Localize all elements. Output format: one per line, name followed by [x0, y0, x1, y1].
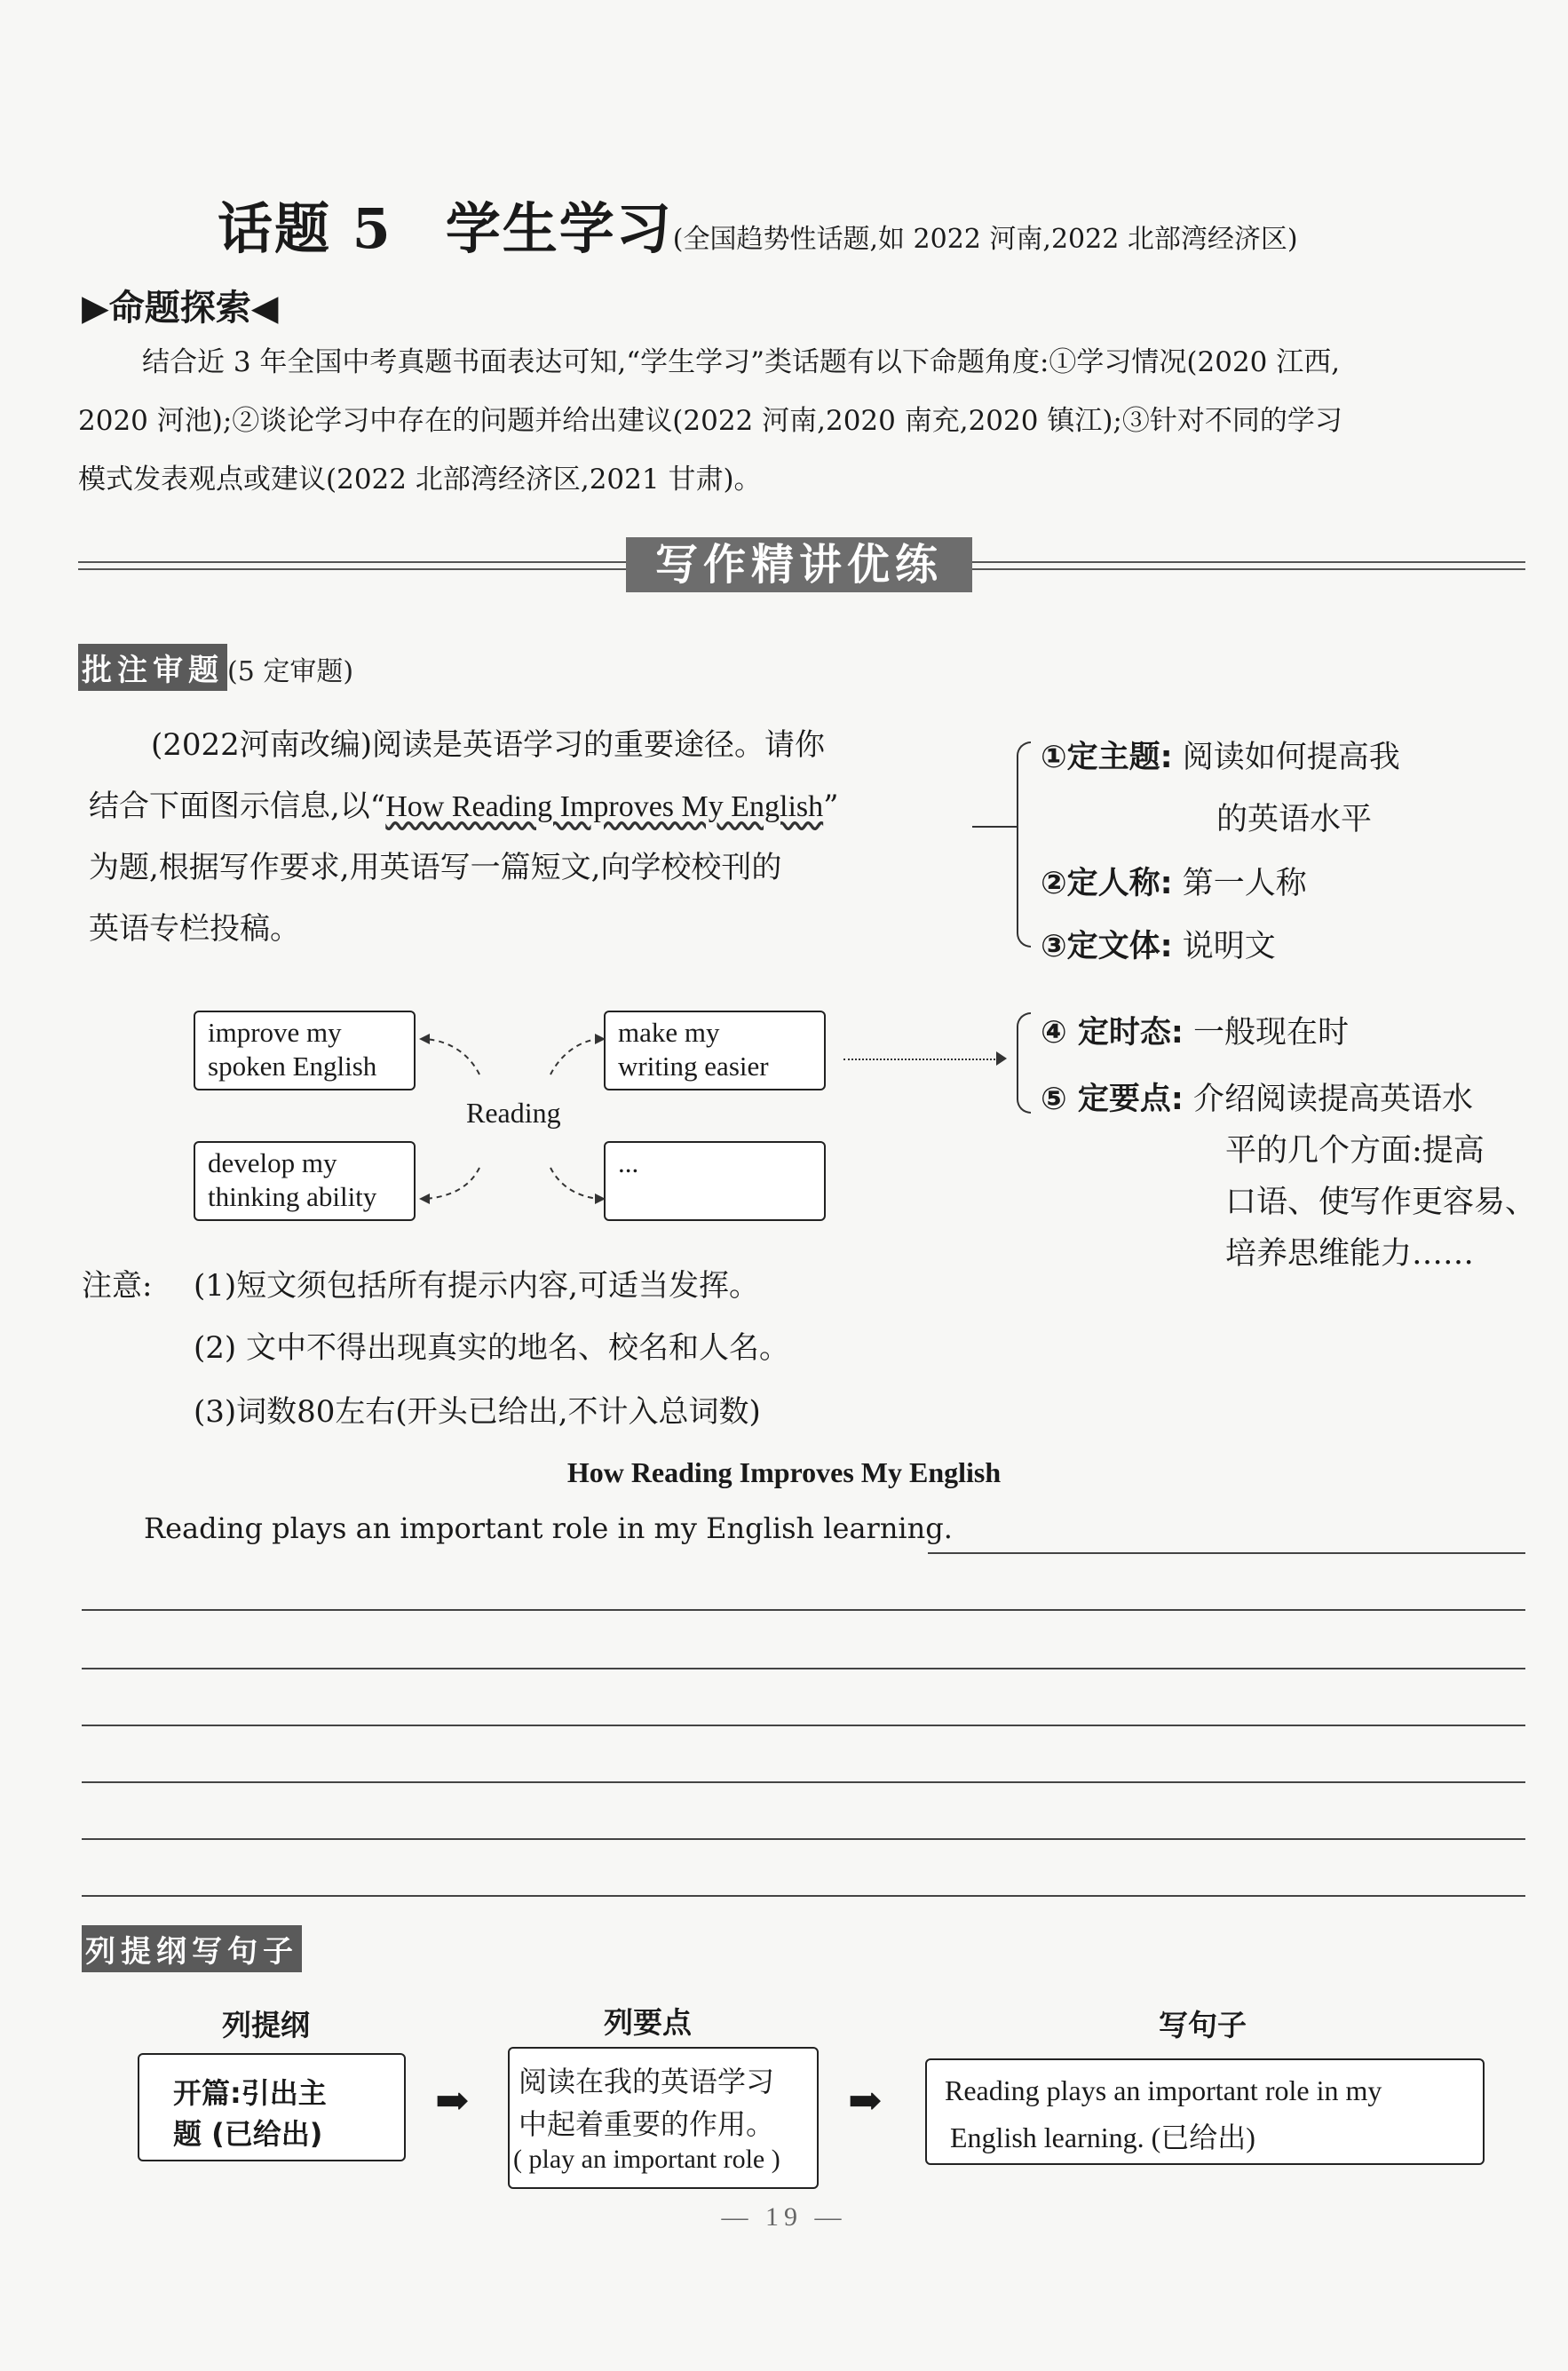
intro-line-2: 2020 河池);②谈论学习中存在的问题并给出建议(2022 河南,2020 南充,2020 镇江);③针对不同的学习: [78, 405, 1342, 437]
prompt-line-3: 为题,根据写作要求,用英语写一篇短文,向学校校刊的: [89, 850, 782, 885]
dotted-arrowhead: [996, 1051, 1007, 1066]
writing-line-0[interactable]: [928, 1552, 1525, 1554]
diagram-box-more: ...: [604, 1141, 826, 1221]
outline-box-3: Reading plays an important role in my English learning. (已给出): [925, 2058, 1485, 2165]
point-1-cont: 的英语水平: [1216, 802, 1373, 837]
triangle-right-icon: ▶: [82, 288, 109, 329]
arrow-right-icon-2: ➡: [848, 2076, 883, 2124]
outline-header-3: 写句子: [1159, 2008, 1247, 2042]
topic-subtitle: (全国趋势性话题,如 2022 河南,2022 北部湾经济区): [672, 224, 1298, 255]
diagram-arrows: [408, 1021, 622, 1225]
point-5-cont-3: 培养思维能力……: [1225, 1236, 1475, 1272]
arrow-right-icon: ➡: [435, 2076, 470, 2124]
point-3: ③定文体: 说明文: [1041, 929, 1276, 964]
writing-line-6[interactable]: [82, 1895, 1525, 1897]
outline-header-1: 列提纲: [222, 2008, 310, 2042]
outline-box-2: 阅读在我的英语学习 中起着重要的作用。 ( play an important role ): [508, 2047, 819, 2189]
note-3: (3)词数80左右(开头已给出,不计入总词数): [194, 1394, 761, 1430]
writing-line-5[interactable]: [82, 1838, 1525, 1840]
prompt-line-2: 结合下面图示信息,以“How Reading Improves My English”: [89, 789, 839, 824]
explore-heading: [82, 280, 279, 330]
arrowhead-writing: [595, 1034, 606, 1044]
writing-line-2[interactable]: [82, 1668, 1525, 1669]
point-5: ⑤ 定要点: 介绍阅读提高英语水: [1041, 1082, 1473, 1117]
outline-heading: [82, 1925, 302, 1972]
page-title: [218, 185, 1298, 264]
writing-line-3[interactable]: [82, 1725, 1525, 1726]
diagram-box-spoken: improve my spoken English: [194, 1011, 416, 1090]
point-5-cont-2: 口语、使写作更容易、: [1225, 1185, 1537, 1220]
brace-2: [1017, 1012, 1031, 1114]
note-1: (1)短文须包括所有提示内容,可适当发挥。: [194, 1268, 759, 1304]
prompt-line-4: 英语专栏投稿。: [89, 911, 300, 947]
point-1: ①定主题: 阅读如何提高我: [1041, 740, 1400, 775]
explore-label: 命题探索: [108, 288, 251, 329]
section-banner: 写作精讲优练: [626, 537, 972, 592]
arrow-to-thinking: [424, 1168, 479, 1199]
intro-line-3: 模式发表观点或建议(2022 北部湾经济区,2021 甘肃)。: [78, 464, 762, 496]
arrow-to-spoken: [424, 1039, 479, 1074]
annotate-note: (5 定审题): [227, 656, 354, 687]
point-2: ②定人称: 第一人称: [1041, 866, 1307, 901]
notes-label: 注意:: [82, 1268, 153, 1304]
essay-opening: Reading plays an important role in my English learning.: [144, 1511, 953, 1545]
intro-line-1: 结合近 3 年全国中考真题书面表达可知,“学生学习”类话题有以下命题角度:①学习情况(2020 江西,: [142, 346, 1341, 378]
note-2: (2) 文中不得出现真实的地名、校名和人名。: [194, 1330, 789, 1366]
prompt-connector: [972, 826, 1017, 828]
brace-1: [1017, 741, 1031, 948]
writing-line-1[interactable]: [82, 1609, 1525, 1611]
point-4: ④ 定时态: 一般现在时: [1041, 1015, 1349, 1051]
arrowhead-more: [595, 1193, 606, 1204]
arrow-to-writing: [550, 1039, 599, 1074]
arrow-to-more: [550, 1168, 599, 1199]
outline-header-2: 列要点: [604, 2005, 692, 2040]
triangle-left-icon: ◀: [250, 288, 279, 329]
dotted-arrow: [843, 1059, 999, 1060]
annotate-heading: [78, 644, 353, 691]
prompt-line-1: (2022河南改编)阅读是英语学习的重要途径。请你: [151, 727, 826, 763]
arrowhead-spoken: [419, 1034, 430, 1044]
topic-title: 学生学习: [445, 196, 673, 261]
outline-box-1: 开篇:引出主 题 (已给出): [138, 2053, 406, 2161]
essay-title: How Reading Improves My English: [566, 1456, 1002, 1488]
outline-tag: 列提纲写句子: [82, 1925, 302, 1972]
annotate-tag: 批注审题: [78, 644, 227, 691]
diagram-box-writing: make my writing easier: [604, 1011, 826, 1090]
arrowhead-thinking: [419, 1193, 430, 1204]
page-number: — 19 —: [721, 2202, 847, 2232]
topic-number: 话题 5: [218, 196, 392, 261]
point-5-cont-1: 平的几个方面:提高: [1225, 1133, 1485, 1169]
essay-topic: How Reading Improves My English: [385, 790, 824, 823]
writing-line-4[interactable]: [82, 1781, 1525, 1783]
diagram-box-thinking: develop my thinking ability: [194, 1141, 416, 1221]
diagram-center: Reading: [466, 1097, 561, 1129]
